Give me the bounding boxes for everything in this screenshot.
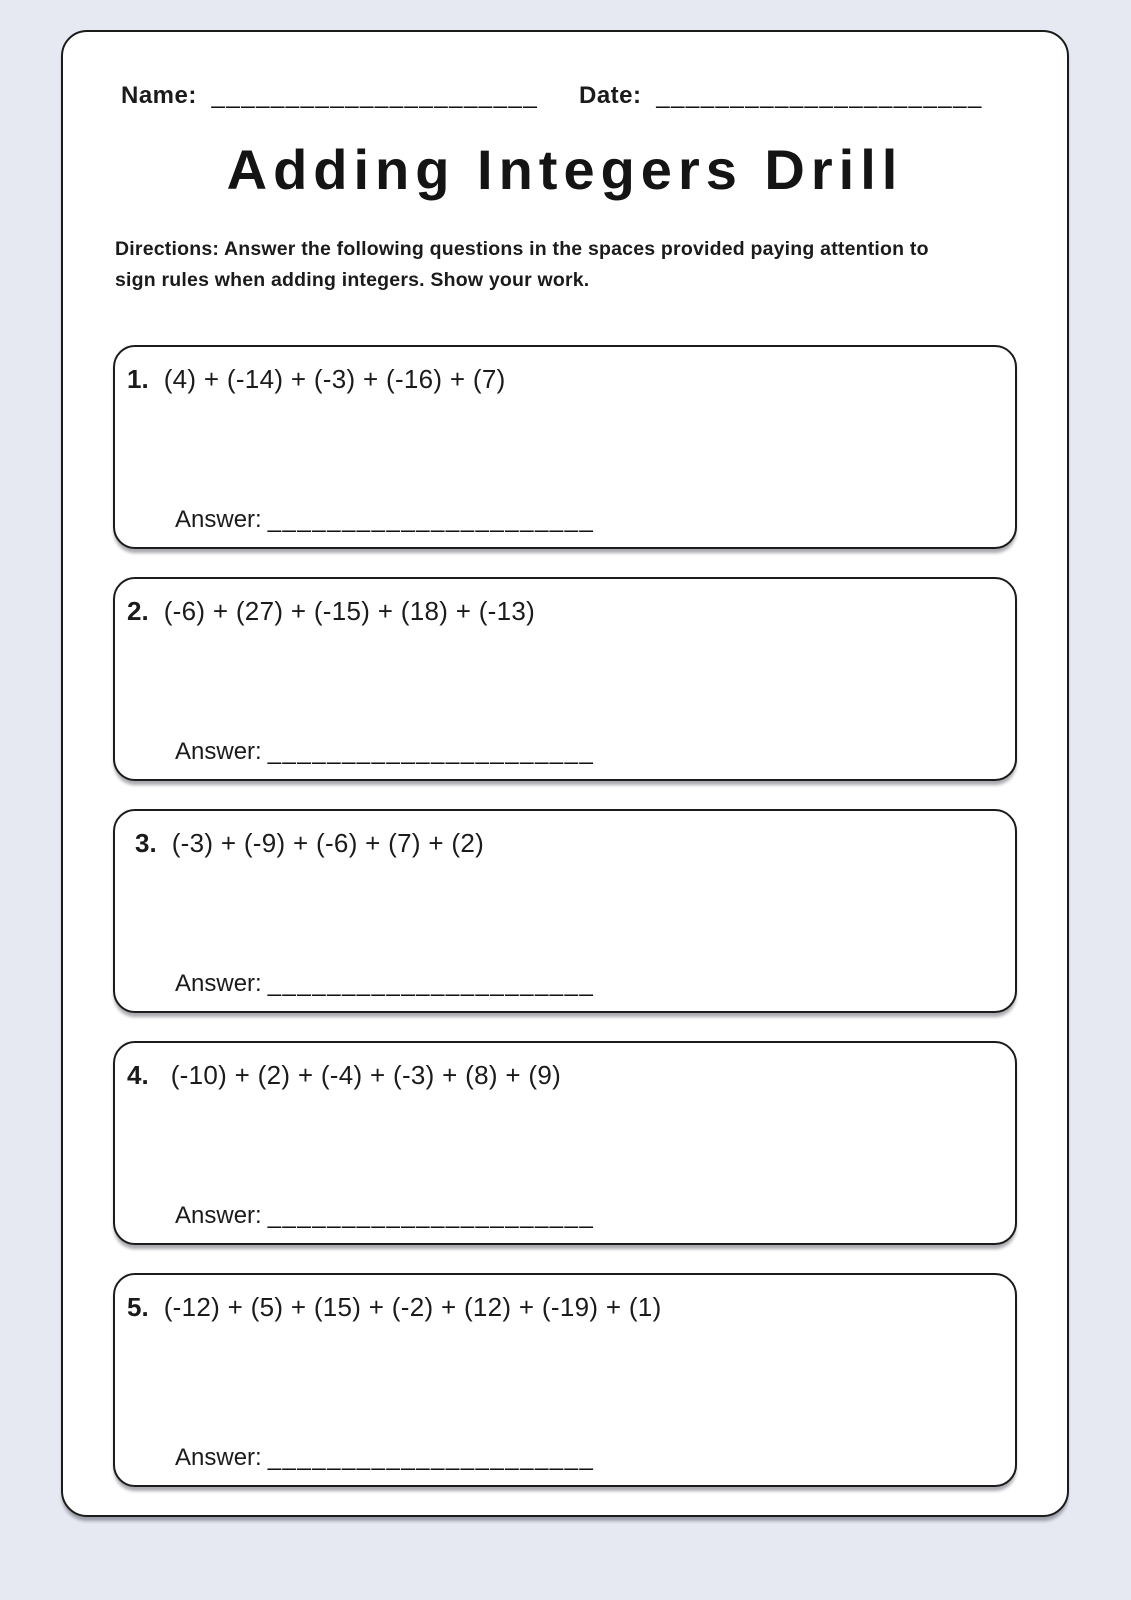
question-row	[127, 1292, 995, 1323]
question-number: 2.	[127, 595, 149, 626]
answer-label: Answer:	[175, 505, 262, 533]
question-expression: (-6) + (27) + (-15) + (18) + (-13)	[163, 595, 536, 626]
question-expression: (-3) + (-9) + (-6) + (7) + (2)	[171, 827, 485, 858]
work-space	[127, 1330, 1003, 1430]
question-row	[127, 364, 995, 395]
question-number: 3.	[135, 827, 157, 858]
answer-blank[interactable]: ______________________	[267, 969, 595, 997]
question-expression: (-10) + (2) + (-4) + (-3) + (8) + (9)	[170, 1059, 562, 1090]
work-space	[127, 1098, 1003, 1188]
worksheet-card	[61, 30, 1069, 1517]
answer-row	[175, 1202, 594, 1230]
answer-row	[175, 970, 594, 998]
answer-row	[175, 1444, 594, 1472]
question-box-4	[113, 1041, 1017, 1245]
answer-label: Answer:	[175, 1201, 262, 1229]
name-label: Name:	[121, 82, 197, 109]
question-box-1	[113, 345, 1017, 549]
answer-label: Answer:	[175, 737, 262, 765]
work-space	[127, 866, 1003, 956]
question-row	[127, 596, 995, 627]
question-number: 4.	[127, 1059, 149, 1090]
question-number: 5.	[127, 1291, 149, 1322]
answer-row	[175, 738, 594, 766]
question-expression: (-12) + (5) + (15) + (-2) + (12) + (-19) + (1)	[163, 1291, 662, 1322]
date-blank[interactable]: ______________________	[656, 82, 983, 109]
question-box-3	[113, 809, 1017, 1013]
question-row	[127, 828, 995, 859]
answer-blank[interactable]: ______________________	[267, 737, 595, 765]
question-number: 1.	[127, 363, 149, 394]
name-blank[interactable]: ______________________	[211, 82, 539, 109]
question-box-2	[113, 577, 1017, 781]
work-space	[127, 634, 1003, 724]
answer-label: Answer:	[175, 1443, 262, 1471]
answer-blank[interactable]: ______________________	[267, 1201, 595, 1229]
answer-row	[175, 506, 594, 534]
answer-label: Answer:	[175, 969, 262, 997]
question-expression: (4) + (-14) + (-3) + (-16) + (7)	[163, 363, 506, 394]
directions-text: Directions: Answer the following questions in the spaces provided paying attention to sign rules when adding integers. Show your work.	[115, 238, 929, 291]
question-box-5	[113, 1273, 1017, 1487]
answer-blank[interactable]: ______________________	[267, 1443, 595, 1471]
work-space	[127, 402, 1003, 492]
page-title: Adding Integers Drill	[226, 138, 904, 201]
date-field	[579, 82, 983, 110]
question-list	[113, 345, 1017, 1487]
answer-blank[interactable]: ______________________	[267, 505, 595, 533]
name-field	[121, 82, 579, 110]
date-label: Date:	[579, 82, 642, 109]
question-row	[127, 1060, 995, 1091]
name-date-row	[113, 82, 1017, 110]
